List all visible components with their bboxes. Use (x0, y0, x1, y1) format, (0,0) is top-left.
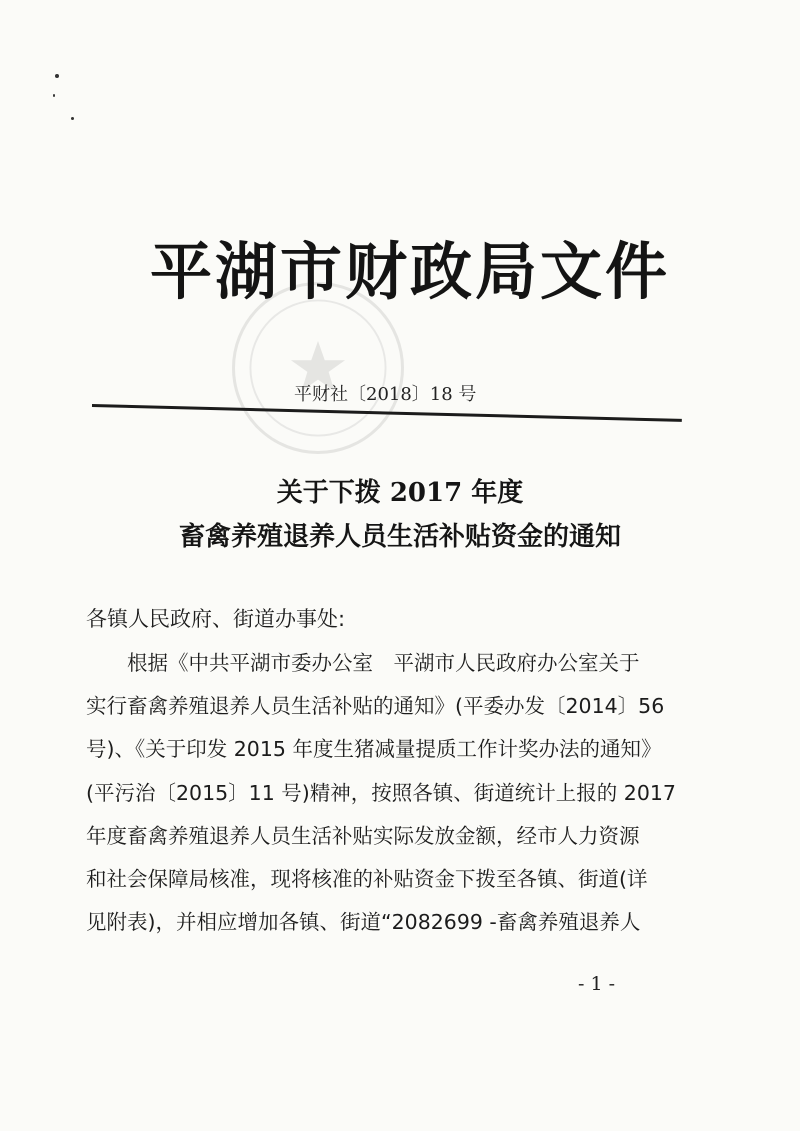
page-number: - 1 - (578, 973, 616, 995)
scan-speck (55, 74, 59, 78)
recipient-line: 各镇人民政府、街道办事处: (86, 607, 346, 631)
body-text-line: 见附表)，并相应增加各镇、街道“2082699 -畜禽养殖退养人 (86, 910, 641, 934)
body-text-line: 根据《中共平湖市委办公室 平湖市人民政府办公室关于 (127, 651, 640, 675)
body-text-line: 实行畜禽养殖退养人员生活补贴的通知》(平委办发〔2014〕56 (86, 694, 665, 718)
scan-speck (53, 94, 55, 97)
body-text-line: (平污治〔2015〕11 号)精神，按照各镇、街道统计上报的 2017 (86, 781, 676, 805)
body-text-line: 号)、《关于印发 2015 年度生猪减量提质工作计奖办法的通知》 (86, 737, 662, 761)
issuer-header-title: 平湖市财政局文件 (150, 235, 671, 308)
scan-speck (71, 117, 74, 120)
notice-title-line-1: 关于下拨 2017 年度 (276, 478, 524, 508)
body-text-line: 年度畜禽养殖退养人员生活补贴实际发放金额，经市人力资源 (86, 824, 640, 848)
document-number: 平财社〔2018〕18 号 (294, 384, 477, 405)
notice-title-line-2: 畜禽养殖退养人员生活补贴资金的通知 (178, 522, 621, 552)
body-text-line: 和社会保障局核准，现将核准的补贴资金下拨至各镇、街道(详 (86, 867, 648, 891)
